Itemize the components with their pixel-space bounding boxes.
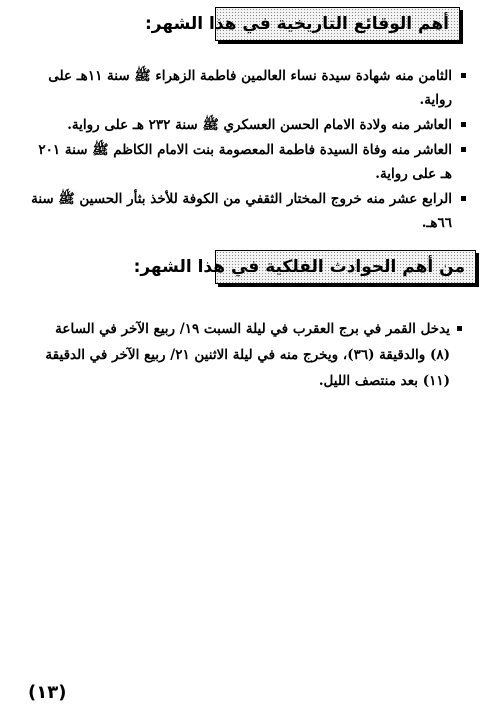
astronomical-events-list (38, 316, 466, 395)
list-item: الثامن منه شهادة سيدة نساء العالمين فاطمة الزهراء ﷺ سنة ١١هـ على رواية. (26, 64, 468, 112)
page-number: (١٣) (28, 682, 67, 703)
list-item: الرابع عشر منه خروج المختار الثقفي من الكوفة للأخذ بثأر الحسين ﷺ سنة ٦٦هـ. (26, 187, 468, 235)
astronomical-events-heading (133, 250, 476, 284)
astronomical-events-heading-text: من أهم الحوادث الفلكية في هذا الشهر: (133, 257, 465, 277)
historical-events-heading (145, 7, 460, 41)
list-item: العاشر منه وفاة السيدة فاطمة المعصومة بنت الامام الكاظم ﷺ سنة ٢٠١ هـ على رواية. (26, 138, 468, 186)
historical-events-list (26, 64, 468, 236)
list-item: يدخل القمر في برج العقرب في ليلة السبت ١٩/ ربيع الآخر في الساعة (٨) والدقيقة (٣٦)، ويخرج منه في ليلة الاثنين ٢١/ ربيع الآخر في الدقيقة (١١) بعد منتصف الليل. (38, 316, 466, 394)
historical-events-heading-text: أهم الوقائع التاريخية في هذا الشهر: (145, 14, 449, 34)
list-item: العاشر منه ولادة الامام الحسن العسكري ﷺ سنة ٢٣٢ هـ على رواية. (26, 113, 468, 137)
